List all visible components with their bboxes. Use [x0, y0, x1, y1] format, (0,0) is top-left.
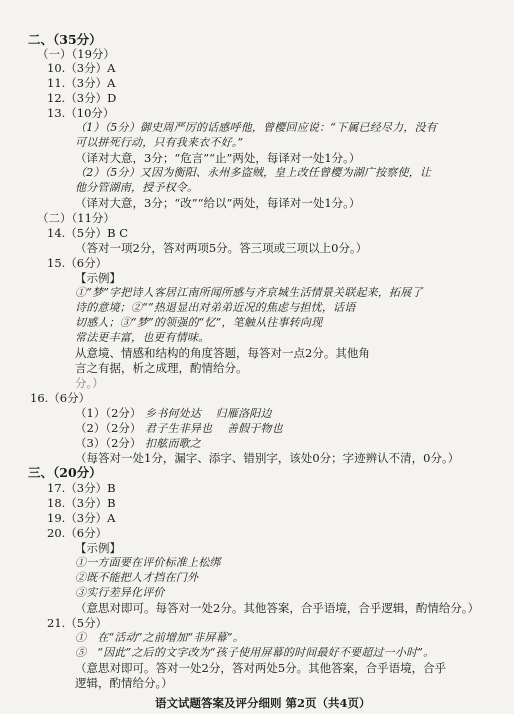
q14-rubric: （答对一项2分，答对两项5分。答三项或三项以上0分。）: [75, 241, 368, 255]
q13-part1-line1: （1）（5分）御史周严厉的话感呼他，曾樱回应说：“下属已经尽力，没有: [75, 121, 437, 134]
answer-q19: 19.（3分）A: [47, 511, 116, 525]
q21-rubric-line2: 逻辑，酌情给分。）: [75, 676, 173, 690]
q21-rubric-line1: （意思对即可。答对一处2分，答对两处5分。其他答案，合乎语境，合乎: [75, 661, 447, 675]
q15-example-line2: 诗的意境；②“”热退显出对弟弟近况的焦虑与担忧，话语: [75, 301, 356, 314]
answer-q16: 16.（6分）: [30, 391, 91, 405]
answer-q13: 13.（10分）: [47, 106, 115, 120]
answer-q15: 15.（6分）: [47, 256, 108, 270]
q15-rubric-line1: 从意境、情感和结构的角度答题，每答对一点2分。其他角: [75, 346, 370, 360]
q13-part1-rubric: （译对大意，3分；“危言”“止”两处，每译对一处1分。）: [75, 151, 361, 165]
q13-part1-line2: 可以拼死行动，只有我来衣不好。”: [75, 136, 244, 149]
q20-answer-1: ①一方面要在评价标准上松绑: [75, 556, 221, 569]
subsection-2-header: （二）（11分）: [37, 211, 115, 225]
subsection-1-header: （一）（19分）: [37, 47, 115, 61]
q20-answer-2: ②既不能把人才挡在门外: [75, 571, 199, 584]
q13-part2-rubric: （译对大意，3分；“改”“给以”两处，每译对一处1分。）: [75, 196, 361, 210]
q13-part2-line2: 他分管湖南，授予权令。: [75, 181, 199, 194]
answer-q17: 17.（3分）B: [47, 481, 116, 495]
answer-q20: 20.（6分）: [47, 526, 108, 540]
answer-q14: 14.（5分）B C: [47, 226, 129, 240]
q20-answer-3: ③实行差异化评价: [75, 586, 165, 599]
q16-part1: （1）（2分） 乡书何处达 归雁洛阳边: [75, 406, 272, 420]
q20-example-label: 【示例】: [75, 541, 121, 555]
section-3-header: 三、（20分）: [28, 465, 102, 480]
q15-rubric-line3: 分。）: [75, 376, 104, 390]
q15-example-line4: 常法更丰富，也更有情味。: [75, 331, 210, 344]
answer-q18: 18.（3分）B: [47, 496, 116, 510]
q16-part2: （2）（2分） 君子生非异也 善假于物也: [75, 421, 283, 435]
q21-answer-1: ① 在“活动”之前增加“非屏幕”。: [75, 631, 244, 644]
q15-example-label: 【示例】: [75, 271, 121, 285]
q16-rubric: （每答对一处1分，漏字、添字、错别字，该处0分；字迹辨认不清，0分。）: [75, 451, 460, 465]
answer-q21: 21.（5分）: [47, 616, 108, 630]
answer-q11: 11.（3分）A: [47, 76, 116, 90]
q15-rubric-line2: 言之有据，析之成理，酌情给分。: [75, 361, 248, 375]
answer-q10: 10.（3分）A: [47, 61, 116, 75]
page-footer: 语文试题答案及评分细则 第2页（共4页）: [155, 696, 371, 710]
q16-part3: （3）（2分） 扣舷而歌之: [75, 436, 202, 450]
q20-rubric: （意思对即可。每答对一处2分。其他答案，合乎语境，合乎逻辑，酌情给分。）: [75, 601, 480, 615]
q13-part2-line1: （2）（5分）又因为衡阳、永州多盗贼，皇上改任曾樱为湖广按察使，让: [75, 166, 432, 179]
section-2-header: 二、（35分）: [28, 32, 102, 47]
answer-q12: 12.（3分）D: [47, 91, 117, 105]
q15-example-line3: 切感人；③“梦”的领强的“忆”，笔触从往事转向现: [75, 316, 323, 329]
q21-answer-2: ⑤ “因此”之后的文字改为“孩子使用屏幕的时间最好不要超过一小时”。: [75, 646, 435, 659]
q15-example-line1: ①“梦”字把诗人客居江南所闻所感与齐京城生活情景关联起来，拓展了: [75, 286, 423, 299]
